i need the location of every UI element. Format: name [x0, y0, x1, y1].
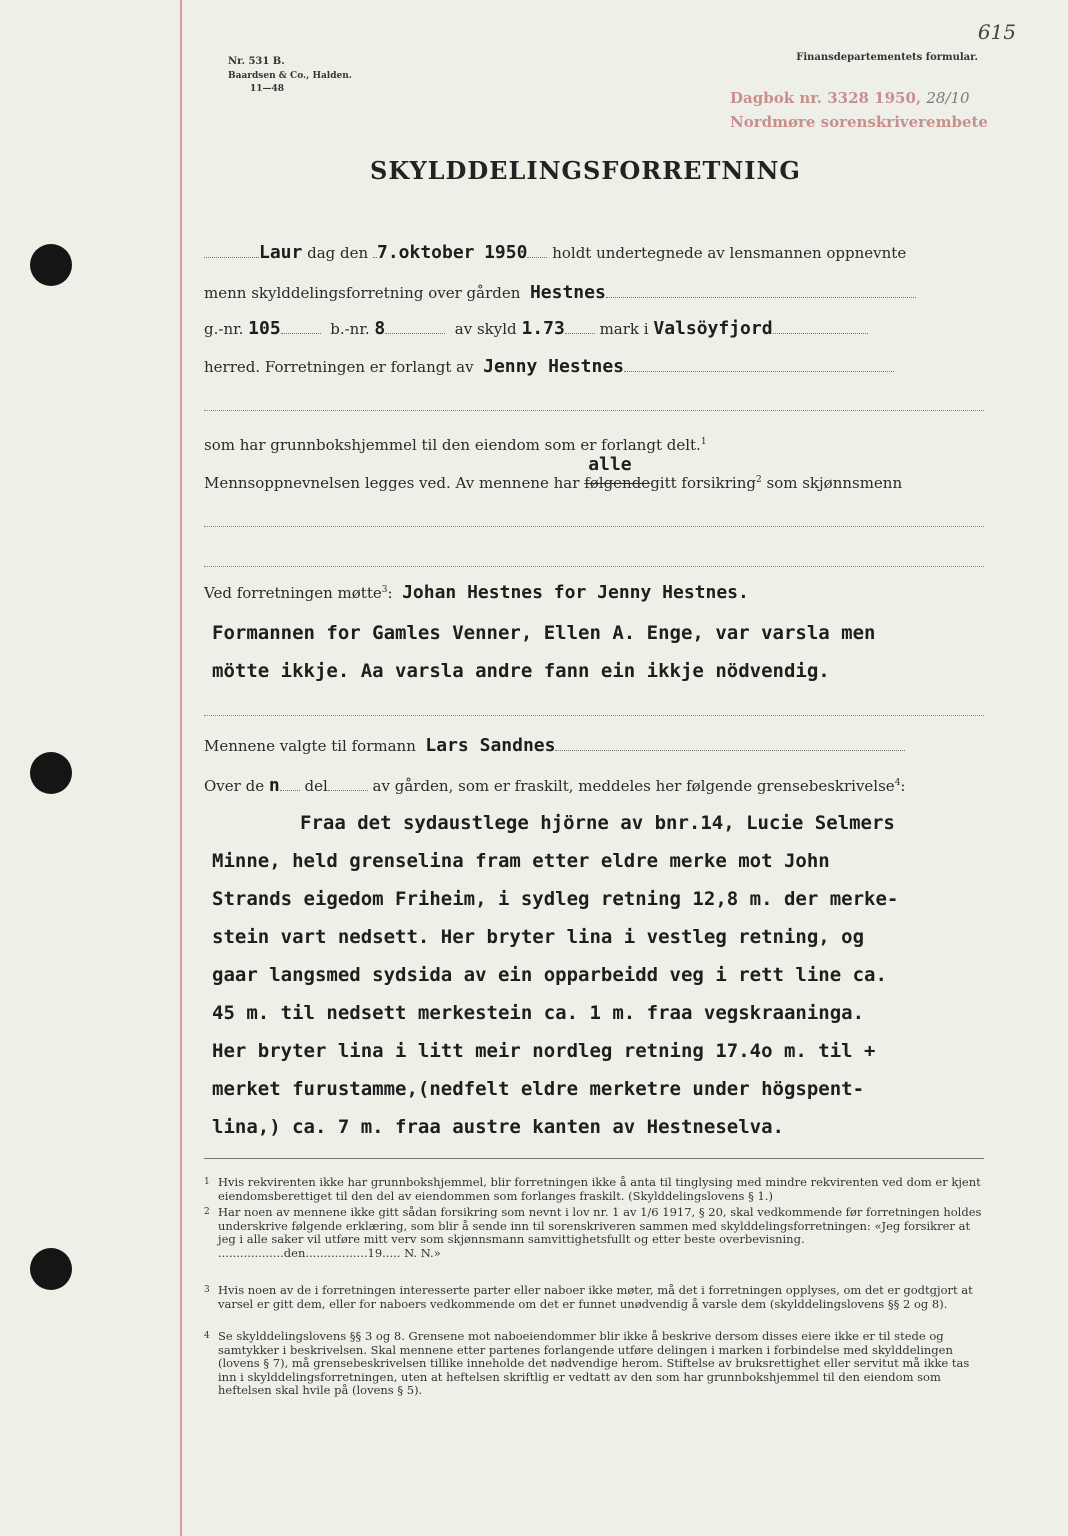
ministry-label: Finansdepartementets formular. — [796, 52, 978, 63]
line-attendance: Ved forretningen møtte$^3$: Johan Hestnes for Jenny Hestnes. — [204, 582, 749, 603]
punch-hole — [30, 752, 72, 794]
attended-line-1: Johan Hestnes for Jenny Hestnes. — [402, 582, 749, 603]
attended-line-2: Formannen for Gamles Venner, Ellen A. Enge, var varsla men — [212, 622, 876, 644]
line-grunnbok: som har grunnbokshjemmel til den eiendom som er forlangt delt.$^1$ — [204, 436, 707, 454]
punch-hole — [30, 244, 72, 286]
part: n — [268, 775, 280, 796]
footnote-separator — [204, 1158, 984, 1159]
requester: Jenny Hestnes — [483, 356, 625, 377]
line-farm: menn skylddelingsforretning over gården Hestnes — [204, 282, 916, 303]
print-date: 11—48 — [250, 84, 285, 94]
struck-word: følgende — [584, 474, 651, 492]
line-part: Over de n del av gården, som er fraskilt, meddeles her følgende grensebeskrivelse$^4$: — [204, 775, 906, 796]
desc-line-5: gaar langsmed sydsida av ein opparbeidd veg i rett line ca. — [212, 964, 887, 986]
line-numbers: g.-nr. 105 b.-nr. 8 av skyld 1.73 mark i Valsöyfjord — [204, 318, 868, 339]
stamp-line1: Dagbok nr. 3328 1950 — [730, 89, 916, 107]
footnote-4: 4 Se skylddelingslovens §§ 3 og 8. Grensene mot naboeiendommer blir ikke å beskrive dersom disses eiere ikke er til stede og samtykker i beskrivelsen. Skal mennene etter partenes forlangende utføre delingen i marken i forbindelse med skylddelingen (lovens § 7), må grensebeskrivelsen tillike inneholde det nødvendige herom. Stiftelse av bruksrettighet eller servitut må ikke tas inn i skylddelingsforretningen, uten at heftelsen skriftlig er vedtatt av den som har grunnbokshjemmel til den eiendom som heftelsen skal hvile på (lovens § 5). — [204, 1329, 970, 1397]
desc-line-2: Minne, held grenselina fram etter eldre merke mot John — [212, 850, 830, 872]
form-number: Nr. 531 B. — [228, 56, 285, 67]
document-title: SKYLDDELINGSFORRETNING — [370, 156, 801, 185]
bnr: 8 — [374, 318, 386, 339]
desc-line-4: stein vart nedsett. Her bryter lina i vestleg retning, og — [212, 926, 865, 948]
date: 7.oktober — [376, 242, 475, 263]
gnr: 105 — [248, 318, 281, 339]
desc-line-8: merket furustamme,(nedfelt eldre merketre under högspent- — [212, 1078, 865, 1100]
registry-stamp: Dagbok nr. 3328 1950, 28/10 Nordmøre sorenskriverembete — [730, 86, 988, 134]
attended-line-3: mötte ikkje. Aa varsla andre fann ein ikkje nödvendig. — [212, 660, 830, 682]
desc-line-9: lina,) ca. 7 m. fraa austre kanten av Hestneselva. — [212, 1116, 784, 1138]
footnote-2: 2 Har noen av mennene ikke gitt sådan forsikring som nevnt i lov nr. 1 av 1/6 1917, § 20, skal vedkommende før forretningen holdes underskrive følgende erklæring, som blir å sende inn til sorenskriveren sammen med skylddelingsforretningen: «Jeg forsikrer at jeg i alle saker vil utføre mitt verv som skjønnsmann samvittighetsfullt og etter beste overbevisning. ..................den.................19..... N. N.» — [204, 1205, 982, 1260]
line-date: Laur dag den 7.oktober 1950 holdt undertegnede av lensmannen oppnevnte — [204, 242, 906, 263]
page-number: 615 — [977, 20, 1016, 44]
skyld: 1.73 — [521, 318, 565, 339]
weekday: Laur — [259, 242, 303, 263]
desc-line-3: Strands eigedom Friheim, i sydleg retning 12,8 m. der merke- — [212, 888, 899, 910]
inserted-word: alle — [588, 454, 632, 475]
footnote-1: 1 Hvis rekvirenten ikke har grunnbokshjemmel, blir forretningen ikke å anta til tinglysing med mindre rekvirenten ved dom er kjent eiendomsberettiget til den del av eiendommen som forlanges fraskilt. (Skylddelingslovens § 1.) — [204, 1175, 981, 1203]
blank-line — [204, 410, 984, 411]
printer: Baardsen & Co., Halden. — [228, 71, 352, 81]
blank-line — [204, 566, 984, 567]
chairman: Lars Sandnes — [425, 735, 556, 756]
year: 1950 — [484, 242, 528, 263]
line-chairman: Mennene valgte til formann Lars Sandnes — [204, 735, 905, 756]
stamp-line2: Nordmøre sorenskriverembete — [730, 113, 988, 131]
desc-line-1: Fraa det sydaustlege hjörne av bnr.14, Lucie Selmers — [300, 812, 895, 834]
footnote-3: 3 Hvis noen av de i forretningen interesserte parter eller naboer ikke møter, må det i forretningen opplyses, om det er godtgjort at varsel er gitt dem, eller for naboers vedkommende om det er funnet unødvendig å varsle dem (skylddelingslovens §§ 2 og 8). — [204, 1283, 973, 1311]
desc-line-7: Her bryter lina i litt meir nordleg retning 17.4o m. til + — [212, 1040, 876, 1062]
punch-hole — [30, 1248, 72, 1290]
margin-line — [180, 0, 182, 1536]
stamp-handwritten: 28/10 — [926, 89, 970, 107]
line-requester: herred. Forretningen er forlangt av Jenny Hestnes — [204, 356, 894, 377]
line-forsikring: Mennsoppnevnelsen legges ved. Av mennene har alle følgendegitt forsikring$^2$ som skjønnsmenn — [204, 454, 903, 492]
blank-line — [204, 526, 984, 527]
desc-line-6: 45 m. til nedsett merkestein ca. 1 m. fraa vegskraaninga. — [212, 1002, 865, 1024]
farm-name: Hestnes — [529, 282, 606, 303]
blank-line — [204, 715, 984, 716]
municipality: Valsöyfjord — [653, 318, 773, 339]
